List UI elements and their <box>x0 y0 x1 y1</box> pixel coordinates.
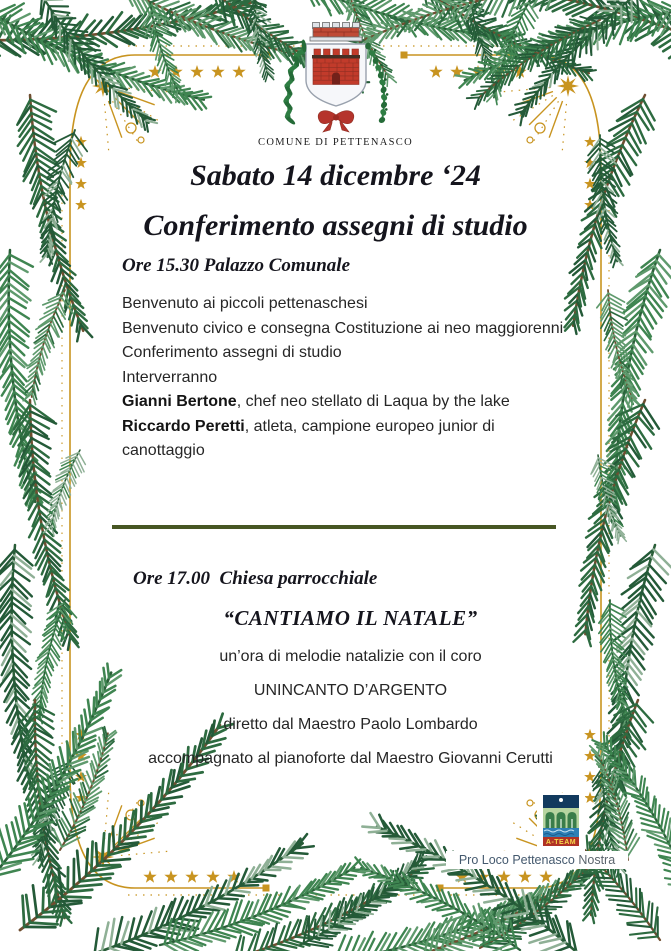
ribbon-icon <box>318 111 354 132</box>
program-item: Interverranno <box>122 368 218 386</box>
section-divider <box>112 525 556 529</box>
event-main-title: Conferimento assegni di studio <box>143 209 528 242</box>
concert-line: diretto dal Maestro Paolo Lombardo <box>223 716 478 733</box>
event1-program <box>122 292 577 464</box>
castle-icon <box>312 49 360 85</box>
concert-line: accompagnato al pianoforte dal Maestro Giovanni Cerutti <box>148 750 553 767</box>
program-item-guest: Riccardo Peretti, atleta, campione europeo junior di canottaggio <box>122 417 495 459</box>
mural-crown-icon <box>310 23 362 42</box>
coat-of-arms <box>246 20 426 134</box>
concert-line: un’ora di melodie natalizie con il coro <box>219 648 482 665</box>
program-item: Benvenuto civico e consegna Costituzione ai neo maggiorenni <box>122 319 564 337</box>
ateam-logo <box>537 793 585 852</box>
event1-heading: Ore 15.30 Palazzo Comunale <box>122 255 351 276</box>
choir-name: UNINCANTO D’ARGENTO <box>253 682 448 699</box>
program-item-guest: Gianni Bertone, chef neo stellato di Laqua by the lake <box>122 393 510 410</box>
program-item: Benvenuto ai piccoli pettenaschesi <box>122 295 368 312</box>
sun-icon <box>559 798 563 802</box>
program-item: Conferimento assegni di studio <box>122 344 342 361</box>
municipality-name: COMUNE DI PETTENASCO <box>258 137 413 148</box>
event2-heading: Ore 17.00 Chiesa parrocchiale <box>133 568 378 589</box>
concert-title: “CANTIAMO IL NATALE” <box>223 606 478 630</box>
logo-text: A-TEAM <box>545 839 577 846</box>
event-date-title: Sabato 14 dicembre ‘24 <box>190 159 481 192</box>
proloco-label: Pro Loco Pettenasco Nostra <box>446 851 628 869</box>
